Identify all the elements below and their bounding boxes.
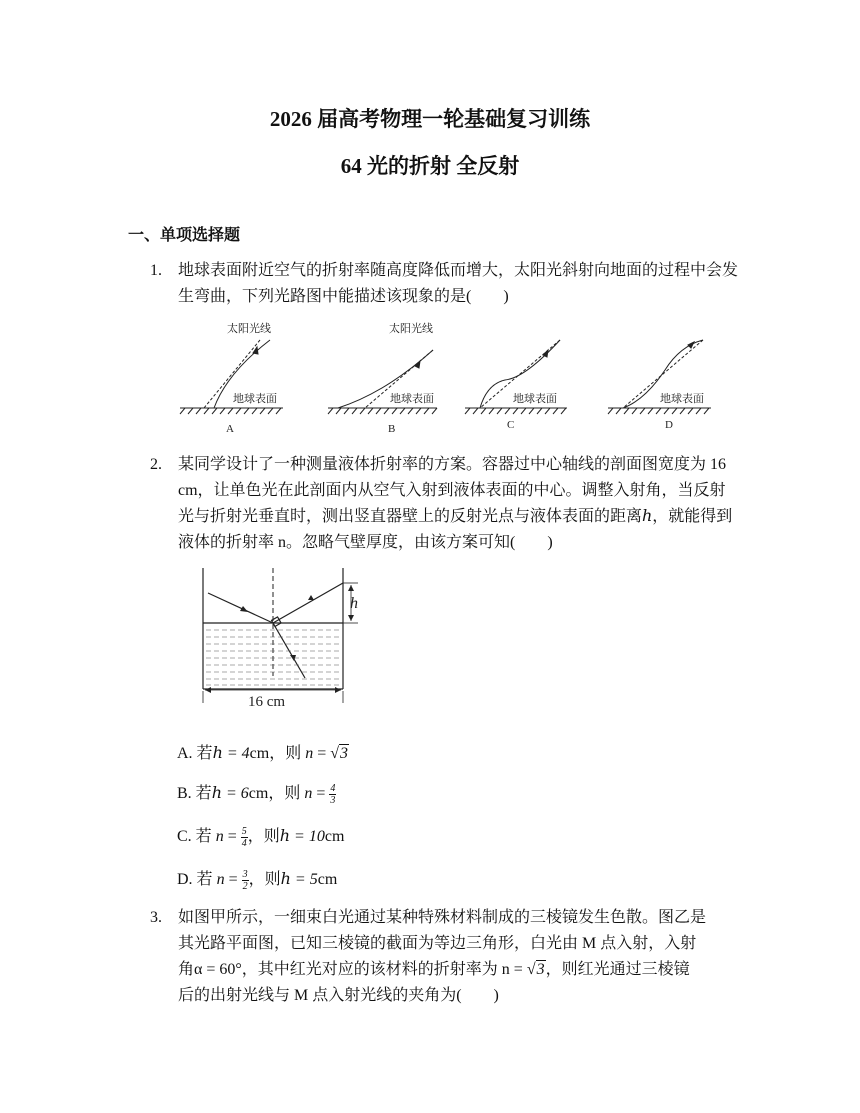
- document-title: 2026 届高考物理一轮基础复习训练: [269, 107, 591, 131]
- ground-label-b: 地球表面: [390, 393, 434, 405]
- section-heading: 一、单项选择题: [128, 227, 241, 244]
- q1-figure: [175, 318, 720, 436]
- question-number: 2.: [150, 456, 162, 473]
- question-text: 某同学设计了一种测量液体折射率的方案。容器过中心轴线的剖面图宽度为 16 cm，让单色光在此剖面内从空气入射到液体表面的中心。调整入射角，当反射光与折射光垂直时，测出竖直器壁上的反射光点与液体表面的距离ℎ，就能得到液体的折射率 n。忽略气壁厚度，由该方案可知( ): [178, 456, 733, 551]
- text-segment: ，则红光通过三棱镜: [545, 961, 690, 978]
- unit: cm: [324, 828, 345, 845]
- var-n: n: [216, 871, 225, 888]
- text-segment: 角α = 60°，其中红光对应的该材料的折射率为 n =: [178, 961, 527, 978]
- radicand: 3: [536, 961, 545, 978]
- option-prefix: C. 若: [177, 828, 216, 845]
- document-subtitle: 64 光的折射 全反射: [340, 154, 520, 178]
- question-1: [150, 258, 750, 310]
- panel-label-a: A: [226, 423, 234, 435]
- denominator: 3: [330, 794, 336, 806]
- question-number: 1.: [150, 262, 162, 279]
- text-line: 其光路平面图，已知三棱镜的截面为等边三角形，白光由 M 点入射，入射: [178, 935, 697, 952]
- equals: =: [224, 871, 242, 888]
- option-prefix: D. 若: [177, 871, 217, 888]
- fraction: [242, 869, 249, 892]
- width-label: 16 cm: [248, 694, 286, 710]
- sun-label-a: 太阳光线: [227, 323, 271, 335]
- numerator: 5: [241, 825, 247, 837]
- question-text: 地球表面附近空气的折射率随高度降低而增大，太阳光斜射向地面的过程中会发生弯曲，下列光路图中能描述该现象的是( ): [178, 262, 739, 305]
- denominator: 4: [241, 837, 247, 849]
- connector: ，则: [248, 871, 281, 888]
- numerator: 4: [330, 782, 336, 794]
- var-n: n: [304, 785, 313, 802]
- h-label: h: [350, 595, 358, 612]
- equals: =: [313, 745, 331, 762]
- value: = 6: [222, 785, 249, 802]
- var-h: ℎ: [211, 785, 222, 802]
- option-c[interactable]: [177, 823, 344, 849]
- var-n: n: [305, 745, 314, 762]
- text-line: 如图甲所示，一细束白光通过某种特殊材料制成的三棱镜发生色散。图乙是: [178, 909, 707, 926]
- value: = 5: [290, 871, 318, 888]
- option-prefix: A. 若: [177, 745, 213, 762]
- denominator: 2: [242, 880, 248, 892]
- question-3: [150, 905, 750, 1009]
- option-b[interactable]: [177, 780, 336, 806]
- var-h: ℎ: [212, 745, 223, 762]
- ground-label-a: 地球表面: [233, 393, 277, 405]
- value: = 4: [222, 745, 250, 762]
- var-n: n: [215, 828, 224, 845]
- unit: cm，则: [248, 785, 305, 802]
- question-2: [150, 452, 740, 556]
- panel-label-b: B: [388, 423, 396, 435]
- question-text: [178, 905, 750, 1009]
- radicand: 3: [340, 745, 349, 762]
- equals: =: [312, 785, 330, 802]
- connector: ，则: [247, 828, 280, 845]
- sun-label-b: 太阳光线: [389, 323, 433, 335]
- value: = 10: [290, 828, 325, 845]
- ground-label-c: 地球表面: [513, 393, 557, 405]
- option-a[interactable]: A. 若ℎ = 4cm，则 n = √3: [177, 745, 349, 762]
- var-h: ℎ: [280, 871, 291, 888]
- fraction: [241, 826, 248, 849]
- ground-label-d: 地球表面: [660, 393, 704, 405]
- text-line: 后的出射光线与 M 点入射光线的夹角为( ): [178, 987, 499, 1004]
- unit: cm: [317, 871, 338, 888]
- option-prefix: B. 若: [177, 785, 212, 802]
- unit: cm，则: [249, 745, 306, 762]
- panel-label-c: C: [507, 419, 515, 431]
- text-line: 角α = 60°，其中红光对应的该材料的折射率为 n = √3，则红光通过三棱镜: [178, 961, 690, 978]
- numerator: 3: [242, 868, 248, 880]
- option-d[interactable]: [177, 866, 337, 892]
- var-h: ℎ: [279, 828, 291, 845]
- fraction: [329, 783, 336, 806]
- equals: =: [223, 828, 241, 845]
- question-number: 3.: [150, 909, 162, 926]
- q2-figure: [190, 566, 375, 711]
- panel-label-d: D: [665, 419, 673, 431]
